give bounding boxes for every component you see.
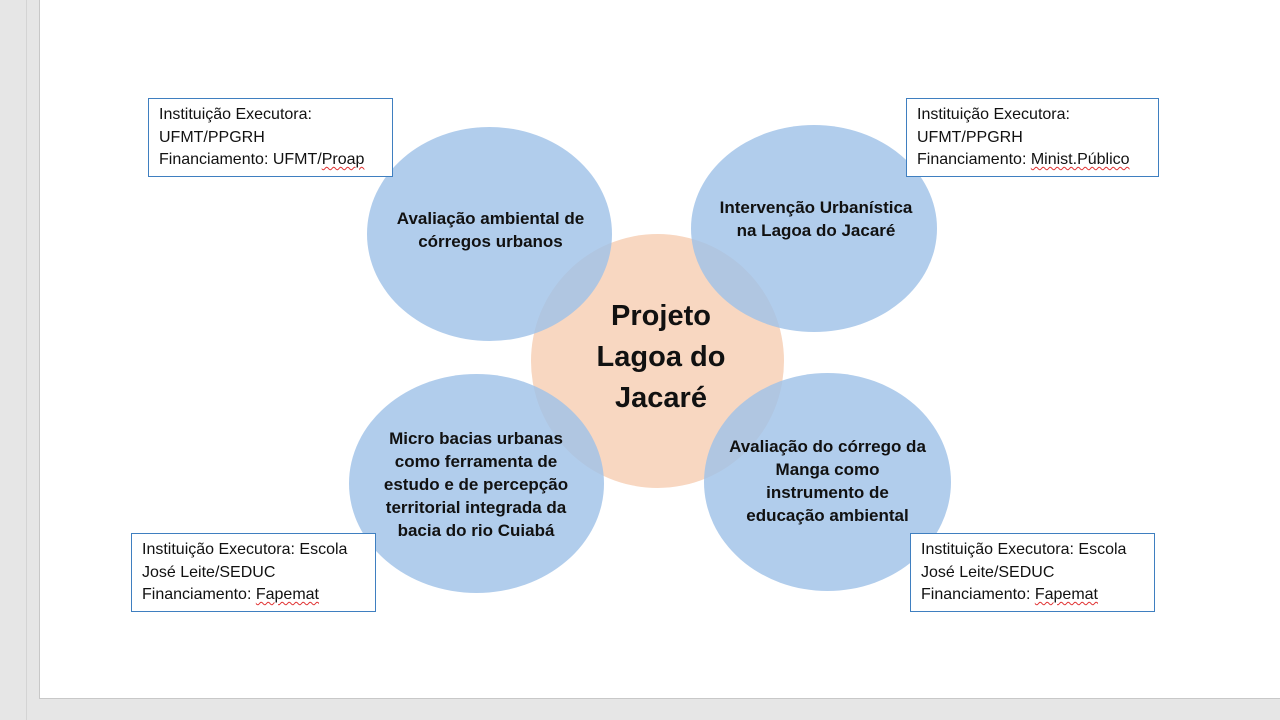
funding-label: Financiamento: UFMT/ [159, 151, 322, 168]
center-title-line: Jacaré [615, 381, 707, 414]
funding-label: Financiamento: [142, 586, 256, 603]
petal-bottom-left-label: Micro bacias urbanas como ferramenta de estudo e de percepção territorial integrada da bacia do rio Cuiabá [383, 428, 569, 540]
funding-name: Fapemat [1034, 586, 1098, 603]
petal-top-left-label: Avaliação ambiental de córregos urbanos [396, 209, 585, 251]
slide-canvas[interactable] [39, 0, 1280, 699]
funding-name: Minist.Público [1030, 151, 1130, 168]
executing-institution-line: Instituição Executora: Escola [142, 541, 348, 558]
funding-line [921, 584, 1145, 607]
left-panel-strip [0, 0, 27, 720]
funding-line [159, 149, 383, 172]
info-box-top-right [906, 98, 1159, 177]
funding-line [142, 584, 366, 607]
center-title-line: Projeto [611, 299, 711, 332]
funding-name: Fapemat [255, 586, 319, 603]
executing-institution-name: UFMT/PPGRH [159, 128, 265, 146]
funding-label: Financiamento: [917, 151, 1031, 168]
executing-institution-line: Instituição Executora: [917, 106, 1070, 123]
center-title [551, 294, 771, 420]
info-box-top-left [148, 98, 393, 177]
executing-institution-line: Instituição Executora: [159, 106, 312, 123]
executing-institution-name: José Leite/SEDUC [921, 563, 1055, 581]
info-box-bottom-left [131, 533, 376, 612]
executing-institution-name: José Leite/SEDUC [142, 563, 276, 581]
center-title-line: Lagoa do [596, 340, 726, 373]
funding-label: Financiamento: [921, 586, 1035, 603]
petal-bottom-right-label: Avaliação do córrego da Manga como instrumento de educação ambiental [729, 437, 926, 525]
funding-line [917, 149, 1149, 172]
executing-institution-name: UFMT/PPGRH [917, 128, 1023, 146]
executing-institution-line: Instituição Executora: Escola [921, 541, 1127, 558]
funding-name: Proap [321, 151, 365, 168]
petal-top-right-label: Intervenção Urbanística na Lagoa do Jacaré [719, 198, 913, 240]
info-box-bottom-right [910, 533, 1155, 612]
